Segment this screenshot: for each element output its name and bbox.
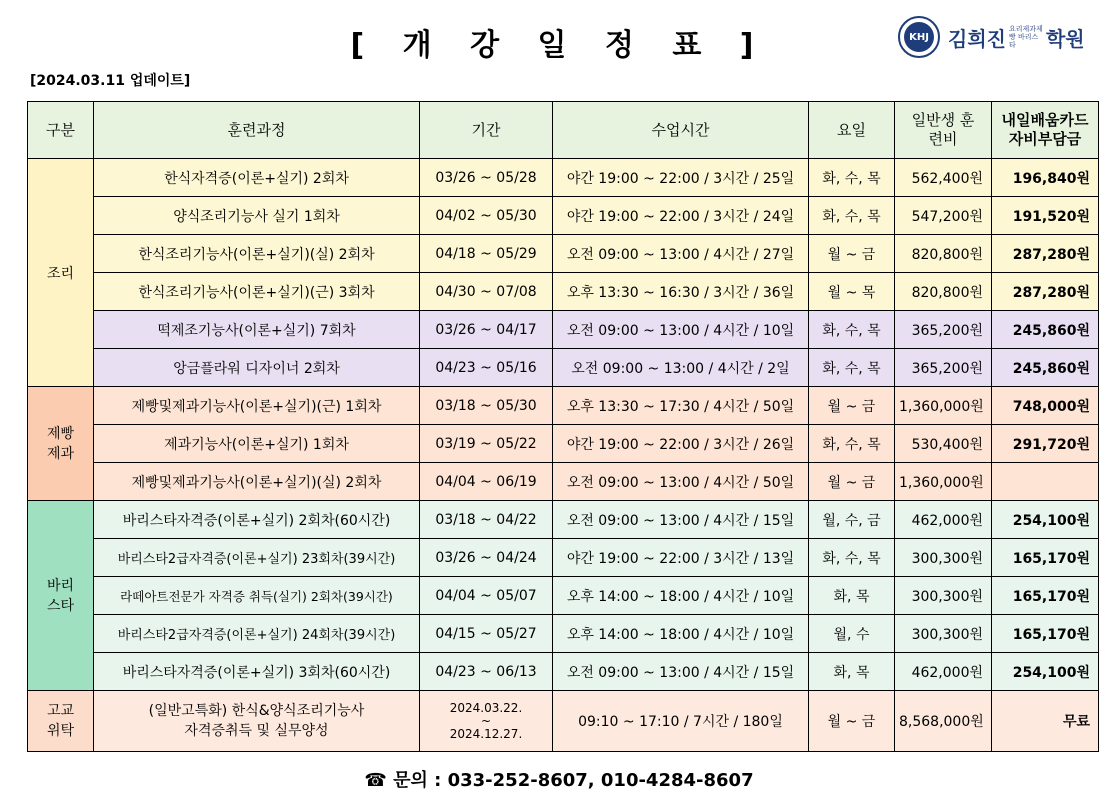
table-row: [28, 577, 1099, 615]
header-course: 훈련과정: [94, 102, 420, 159]
class-time: 오후 14:00 ~ 18:00 / 4시간 / 10일: [553, 615, 809, 653]
days: 월, 수: [809, 615, 895, 653]
card-cost: 748,000원: [992, 387, 1099, 425]
table-row: [28, 387, 1099, 425]
period: 04/04 ~ 06/19: [420, 463, 553, 501]
days: 월 ~ 금: [809, 235, 895, 273]
table-row: [28, 501, 1099, 539]
fee: 1,360,000원: [895, 387, 992, 425]
course-name: 바리스타2급자격증(이론+실기) 24회차(39시간): [94, 615, 420, 653]
course-name: [94, 691, 420, 752]
table-row: [28, 197, 1099, 235]
period: [420, 691, 553, 752]
course-name: 양식조리기능사 실기 1회차: [94, 197, 420, 235]
header-period: 기간: [420, 102, 553, 159]
logo-subtitle: 요리제과제빵 바리스타: [1008, 25, 1043, 49]
fee: 547,200원: [895, 197, 992, 235]
seal-icon: KHJ: [898, 16, 940, 58]
course-name: 제빵및제과기능사(이론+실기)(실) 2회차: [94, 463, 420, 501]
period: 04/04 ~ 05/07: [420, 577, 553, 615]
header-card: 내일배움카드 자비부담금: [992, 102, 1099, 159]
update-note: [2024.03.11 업데이트]: [30, 73, 191, 89]
period: 03/18 ~ 05/30: [420, 387, 553, 425]
course-name: 바리스타자격증(이론+실기) 2회차(60시간): [94, 501, 420, 539]
class-time: 오전 09:00 ~ 13:00 / 4시간 / 15일: [553, 501, 809, 539]
card-cost: 245,860원: [992, 311, 1099, 349]
card-cost: 254,100원: [992, 653, 1099, 691]
table-row: [28, 273, 1099, 311]
class-time: 오후 13:30 ~ 17:30 / 4시간 / 50일: [553, 387, 809, 425]
class-time: 야간 19:00 ~ 22:00 / 3시간 / 26일: [553, 425, 809, 463]
course-name: 앙금플라워 디자이너 2회차: [94, 349, 420, 387]
course-line-1: (일반고특화) 한식&양식조리기능사: [148, 703, 365, 719]
class-time: 오후 13:30 ~ 16:30 / 3시간 / 36일: [553, 273, 809, 311]
card-cost: 287,280원: [992, 273, 1099, 311]
course-name: 한식자격증(이론+실기) 2회차: [94, 159, 420, 197]
days: 월 ~ 금: [809, 691, 895, 752]
days: 화, 목: [809, 577, 895, 615]
days: 화, 수, 목: [809, 349, 895, 387]
table-row: [28, 159, 1099, 197]
fee: 820,800원: [895, 235, 992, 273]
table-row: [28, 349, 1099, 387]
class-time: 오전 09:00 ~ 13:00 / 4시간 / 50일: [553, 463, 809, 501]
days: 화, 수, 목: [809, 311, 895, 349]
days: 월 ~ 금: [809, 463, 895, 501]
period: 03/19 ~ 05/22: [420, 425, 553, 463]
fee: 1,360,000원: [895, 463, 992, 501]
fee: 562,400원: [895, 159, 992, 197]
course-name: 한식조리기능사(이론+실기)(근) 3회차: [94, 273, 420, 311]
period: 03/26 ~ 05/28: [420, 159, 553, 197]
header-days: 요일: [809, 102, 895, 159]
days: 화, 수, 목: [809, 425, 895, 463]
days: 화, 수, 목: [809, 539, 895, 577]
fee: 462,000원: [895, 653, 992, 691]
header-category: 구분: [28, 102, 94, 159]
course-name: 바리스타2급자격증(이론+실기) 23회차(39시간): [94, 539, 420, 577]
period-start: 2024.03.22.: [449, 700, 523, 715]
card-cost: 245,860원: [992, 349, 1099, 387]
course-name: 제과기능사(이론+실기) 1회차: [94, 425, 420, 463]
fee: 300,300원: [895, 577, 992, 615]
class-time: 오전 09:00 ~ 13:00 / 4시간 / 27일: [553, 235, 809, 273]
fee: 530,400원: [895, 425, 992, 463]
class-time: 오전 09:00 ~ 13:00 / 4시간 / 10일: [553, 311, 809, 349]
card-cost: 165,170원: [992, 577, 1099, 615]
card-cost: 287,280원: [992, 235, 1099, 273]
period: 03/26 ~ 04/24: [420, 539, 553, 577]
phone-icon: ☎: [364, 770, 387, 791]
fee: 300,300원: [895, 539, 992, 577]
category-school: 고교 위탁: [28, 691, 94, 752]
academy-logo: [898, 14, 1088, 60]
table-header-row: [28, 102, 1099, 159]
period: 03/18 ~ 04/22: [420, 501, 553, 539]
period-separator: ~: [480, 713, 492, 728]
contact-info: [0, 766, 1118, 792]
course-line-2: 자격증취득 및 실무양성: [184, 723, 329, 739]
period: 04/15 ~ 05/27: [420, 615, 553, 653]
period: 04/23 ~ 05/16: [420, 349, 553, 387]
class-time: 09:10 ~ 17:10 / 7시간 / 180일: [553, 691, 809, 752]
table-row: [28, 615, 1099, 653]
course-name: 떡제조기능사(이론+실기) 7회차: [94, 311, 420, 349]
course-name: 제빵및제과기능사(이론+실기)(근) 1회차: [94, 387, 420, 425]
card-cost: [992, 463, 1099, 501]
header-fee: 일반생 훈련비: [895, 102, 992, 159]
table-row: [28, 653, 1099, 691]
fee: 820,800원: [895, 273, 992, 311]
logo-name: 김희진: [948, 26, 1006, 51]
class-time: 야간 19:00 ~ 22:00 / 3시간 / 24일: [553, 197, 809, 235]
page-title: [ 개 강 일 정 표 ]: [350, 28, 768, 63]
logo-suffix: 학원: [1045, 26, 1085, 51]
period: 04/30 ~ 07/08: [420, 273, 553, 311]
category-barista: 바리 스타: [28, 501, 94, 691]
period: 03/26 ~ 04/17: [420, 311, 553, 349]
period: 04/23 ~ 06/13: [420, 653, 553, 691]
category-bakery: 제빵 제과: [28, 387, 94, 501]
days: 화, 수, 목: [809, 159, 895, 197]
card-cost: 291,720원: [992, 425, 1099, 463]
class-time: 야간 19:00 ~ 22:00 / 3시간 / 13일: [553, 539, 809, 577]
period: 04/18 ~ 05/29: [420, 235, 553, 273]
days: 화, 목: [809, 653, 895, 691]
course-name: 한식조리기능사(이론+실기)(실) 2회차: [94, 235, 420, 273]
fee: 300,300원: [895, 615, 992, 653]
card-cost: 196,840원: [992, 159, 1099, 197]
table-row: [28, 691, 1099, 752]
schedule-table: [27, 101, 1099, 752]
course-name: 라떼아트전문가 자격증 취득(실기) 2회차(39시간): [94, 577, 420, 615]
card-cost: 254,100원: [992, 501, 1099, 539]
class-time: 오전 09:00 ~ 13:00 / 4시간 / 2일: [553, 349, 809, 387]
contact-text: 문의 : 033-252-8607, 010-4284-8607: [393, 770, 754, 791]
card-cost: 165,170원: [992, 615, 1099, 653]
class-time: 오전 09:00 ~ 13:00 / 4시간 / 15일: [553, 653, 809, 691]
days: 월 ~ 금: [809, 387, 895, 425]
card-cost: 무료: [992, 691, 1099, 752]
card-cost: 191,520원: [992, 197, 1099, 235]
table-row: [28, 539, 1099, 577]
course-name: 바리스타자격증(이론+실기) 3회차(60시간): [94, 653, 420, 691]
class-time: 야간 19:00 ~ 22:00 / 3시간 / 25일: [553, 159, 809, 197]
days: 월, 수, 금: [809, 501, 895, 539]
table-row: [28, 425, 1099, 463]
period-end: 2024.12.27.: [449, 726, 523, 741]
header-class-time: 수업시간: [553, 102, 809, 159]
table-row: [28, 463, 1099, 501]
category-cooking: 조리: [28, 159, 94, 387]
fee: 365,200원: [895, 311, 992, 349]
days: 화, 수, 목: [809, 197, 895, 235]
table-row: [28, 311, 1099, 349]
class-time: 오후 14:00 ~ 18:00 / 4시간 / 10일: [553, 577, 809, 615]
table-row: [28, 235, 1099, 273]
card-cost: 165,170원: [992, 539, 1099, 577]
fee: 462,000원: [895, 501, 992, 539]
fee: 8,568,000원: [895, 691, 992, 752]
period: 04/02 ~ 05/30: [420, 197, 553, 235]
fee: 365,200원: [895, 349, 992, 387]
days: 월 ~ 목: [809, 273, 895, 311]
